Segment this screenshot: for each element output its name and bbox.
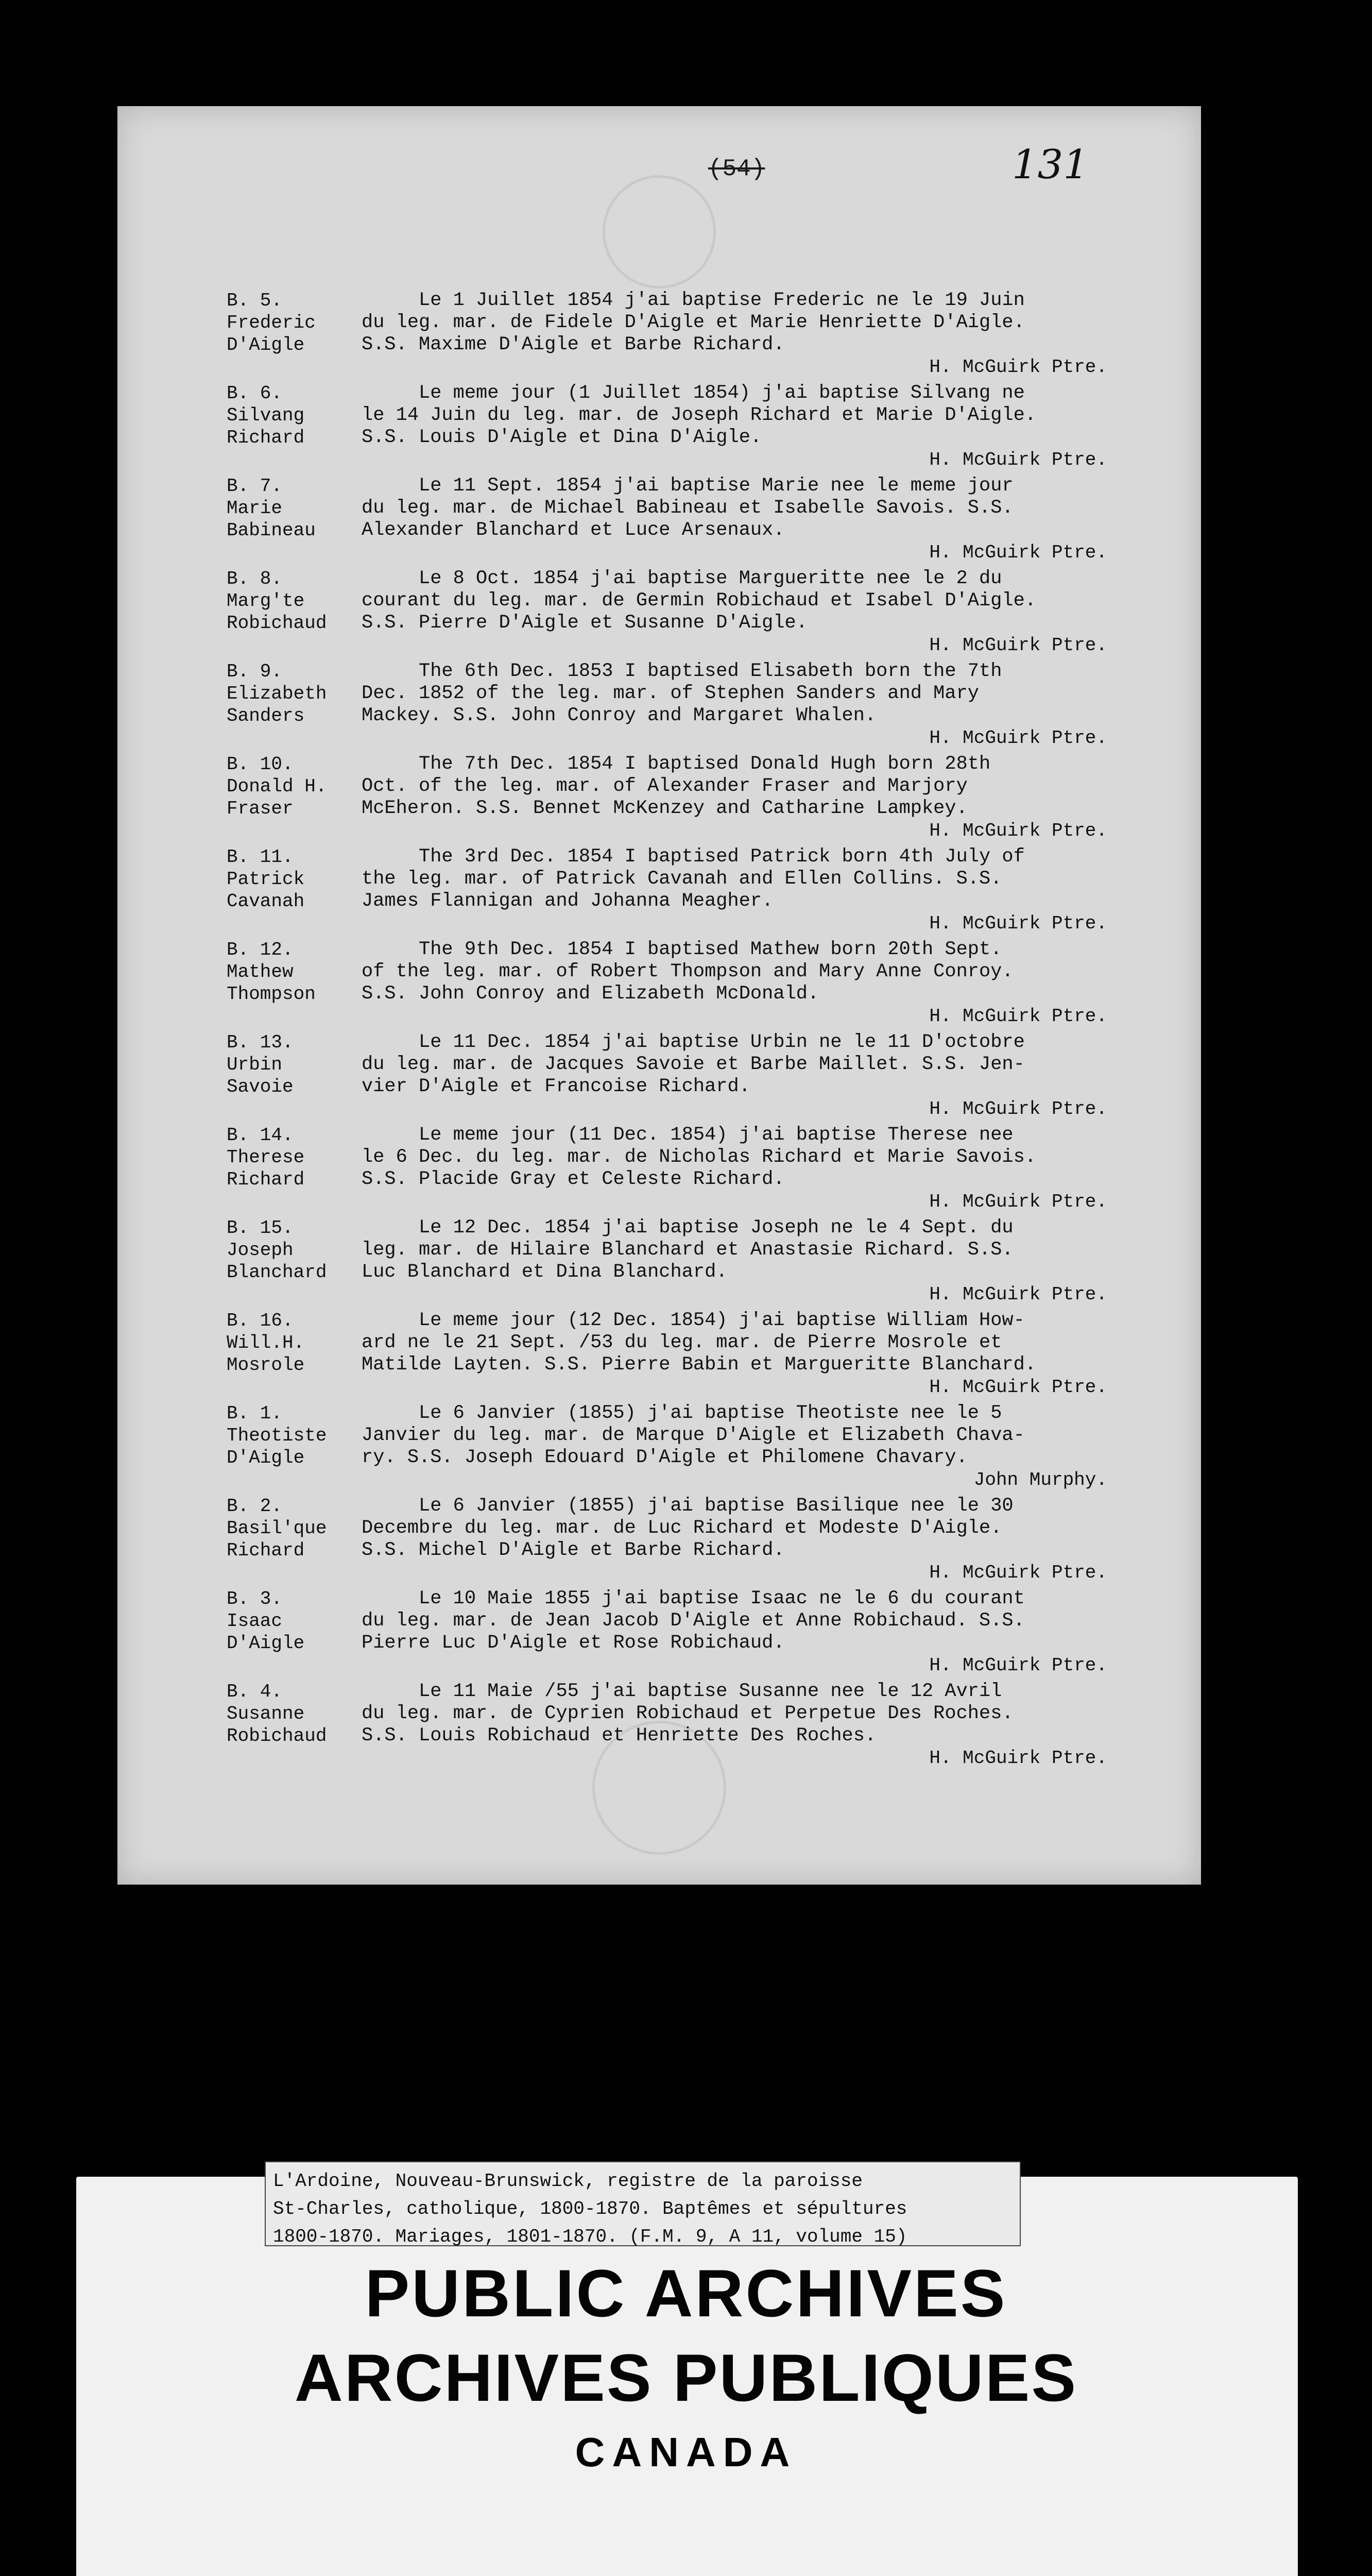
entry-text	[362, 1310, 1174, 1398]
priest-signature: H. McGuirk Ptre.	[929, 1748, 1107, 1769]
entry-line: du leg. mar. de Cyprien Robichaud et Perpetue Des Roches.	[362, 1703, 1014, 1724]
entry-line: Le 11 Sept. 1854 j'ai baptise Marie nee le meme jour	[362, 475, 1014, 497]
baptism-entry	[227, 846, 1174, 935]
folio-number: 131	[1012, 142, 1089, 188]
entry-margin-note: B. 14. Therese Richard	[227, 1125, 305, 1190]
priest-signature: H. McGuirk Ptre.	[929, 357, 1107, 378]
entry-line: S.S. Louis D'Aigle et Dina D'Aigle.	[362, 427, 762, 448]
entry-line: Le 1 Juillet 1854 j'ai baptise Frederic ne le 19 Juin	[362, 290, 1025, 311]
reference-line: L'Ardoine, Nouveau-Brunswick, registre de la paroisse	[273, 2171, 863, 2192]
entry-margin-note: B. 15. Joseph Blanchard	[227, 1217, 327, 1283]
baptism-entry	[227, 939, 1174, 1027]
entry-line: Alexander Blanchard et Luce Arsenaux.	[362, 519, 785, 541]
entry-line: Matilde Layten. S.S. Pierre Babin et Margueritte Blanchard.	[362, 1354, 1037, 1376]
entry-line: ry. S.S. Joseph Edouard D'Aigle et Philomene Chavary.	[362, 1447, 968, 1468]
entry-margin-note: B. 1. Theotiste D'Aigle	[227, 1403, 327, 1468]
priest-signature: H. McGuirk Ptre.	[929, 1006, 1107, 1027]
entry-line: Le meme jour (12 Dec. 1854) j'ai baptise William How-	[362, 1310, 1025, 1331]
entry-line: S.S. Michel D'Aigle et Barbe Richard.	[362, 1539, 785, 1561]
baptism-entry	[227, 1681, 1174, 1769]
entry-margin-note: B. 10. Donald H. Fraser	[227, 754, 327, 819]
entry-text	[362, 1588, 1174, 1676]
entry-margin-note: B. 8. Marg'te Robichaud	[227, 568, 327, 634]
entry-margin-note: B. 9. Elizabeth Sanders	[227, 661, 327, 726]
priest-signature: H. McGuirk Ptre.	[929, 542, 1107, 563]
entry-line: S.S. Placide Gray et Celeste Richard.	[362, 1168, 785, 1190]
entry-margin-note: B. 6. Silvang Richard	[227, 383, 305, 448]
priest-signature: H. McGuirk Ptre.	[929, 1562, 1107, 1583]
baptism-entry	[227, 1031, 1174, 1120]
entry-text	[362, 382, 1174, 471]
baptism-entry	[227, 1124, 1174, 1213]
entry-line: The 9th Dec. 1854 I baptised Mathew born 20th Sept.	[362, 939, 1002, 960]
entry-line: Le meme jour (1 Juillet 1854) j'ai baptise Silvang ne	[362, 382, 1025, 404]
entry-margin-note: B. 16. Will.H. Mosrole	[227, 1310, 305, 1376]
entry-line: Le 6 Janvier (1855) j'ai baptise Basilique nee le 30	[362, 1495, 1014, 1517]
entry-text	[362, 939, 1174, 1027]
entry-line: Pierre Luc D'Aigle et Rose Robichaud.	[362, 1632, 785, 1654]
baptism-entry	[227, 382, 1174, 471]
baptism-entry	[227, 753, 1174, 842]
entry-margin-note: B. 11. Patrick Cavanah	[227, 846, 305, 912]
entry-line: Oct. of the leg. mar. of Alexander Fraser and Marjory	[362, 775, 968, 797]
entry-margin-note: B. 13. Urbin Savoie	[227, 1032, 294, 1097]
entry-line: Le meme jour (11 Dec. 1854) j'ai baptise Therese nee	[362, 1124, 1014, 1146]
priest-signature: H. McGuirk Ptre.	[929, 635, 1107, 656]
canada-title: CANADA	[575, 2429, 797, 2475]
entry-line: vier D'Aigle et Francoise Richard.	[362, 1076, 750, 1097]
entry-line: S.S. Louis Robichaud et Henriette Des Roches.	[362, 1725, 877, 1747]
baptism-entry	[227, 1495, 1174, 1584]
entry-text	[362, 290, 1174, 378]
entry-line: McEheron. S.S. Bennet McKenzey and Catharine Lampkey.	[362, 798, 968, 819]
baptism-entry	[227, 1402, 1174, 1491]
entry-line: du leg. mar. de Jean Jacob D'Aigle et Anne Robichaud. S.S.	[362, 1610, 1025, 1632]
baptism-entry	[227, 475, 1174, 564]
entry-line: Le 11 Dec. 1854 j'ai baptise Urbin ne le 11 D'octobre	[362, 1031, 1025, 1053]
entry-text	[362, 846, 1174, 935]
entry-line: Le 10 Maie 1855 j'ai baptise Isaac ne le 6 du courant	[362, 1588, 1025, 1609]
entry-line: of the leg. mar. of Robert Thompson and Mary Anne Conroy.	[362, 961, 1014, 982]
priest-signature: H. McGuirk Ptre.	[929, 727, 1107, 749]
entry-line: du leg. mar. de Michael Babineau et Isabelle Savois. S.S.	[362, 497, 1014, 519]
entry-line: The 7th Dec. 1854 I baptised Donald Hugh born 28th	[362, 753, 991, 775]
entry-line: le 14 Juin du leg. mar. de Joseph Richard et Marie D'Aigle.	[362, 404, 1037, 426]
entry-text	[362, 1124, 1174, 1213]
entry-text	[362, 1217, 1174, 1306]
entry-line: Mackey. S.S. John Conroy and Margaret Whalen.	[362, 705, 877, 726]
entry-margin-note: B. 2. Basil'que Richard	[227, 1496, 327, 1561]
reference-line: 1800-1870. Mariages, 1801-1870. (F.M. 9, A 11, volume 15)	[273, 2226, 907, 2247]
entry-line: le 6 Dec. du leg. mar. de Nicholas Richard et Marie Savois.	[362, 1146, 1037, 1168]
entry-text	[362, 1031, 1174, 1120]
reference-line: St-Charles, catholique, 1800-1870. Baptêmes et sépultures	[273, 2198, 907, 2219]
entry-text	[362, 568, 1174, 656]
entry-line: Decembre du leg. mar. de Luc Richard et Modeste D'Aigle.	[362, 1517, 1002, 1539]
public-archives-title: PUBLIC ARCHIVES	[365, 2256, 1007, 2331]
entry-text	[362, 1681, 1174, 1769]
entry-line: S.S. Maxime D'Aigle et Barbe Richard.	[362, 334, 785, 355]
entry-margin-note: B. 3. Isaac D'Aigle	[227, 1588, 305, 1654]
baptism-entry	[227, 290, 1174, 378]
entry-text	[362, 1402, 1174, 1491]
baptism-entry	[227, 660, 1174, 749]
priest-signature: H. McGuirk Ptre.	[929, 1655, 1107, 1676]
entry-line: the leg. mar. of Patrick Cavanah and Ellen Collins. S.S.	[362, 868, 1002, 890]
entry-line: The 3rd Dec. 1854 I baptised Patrick born 4th July of	[362, 846, 1025, 868]
entry-margin-note: B. 7. Marie Babineau	[227, 476, 316, 541]
faded-stamp	[603, 175, 716, 289]
entry-line: Le 11 Maie /55 j'ai baptise Susanne nee le 12 Avril	[362, 1681, 1002, 1702]
entry-line: The 6th Dec. 1853 I baptised Elisabeth born the 7th	[362, 660, 1002, 682]
priest-signature: H. McGuirk Ptre.	[929, 1377, 1107, 1398]
priest-signature: H. McGuirk Ptre.	[929, 1191, 1107, 1212]
entry-line: Le 12 Dec. 1854 j'ai baptise Joseph ne le 4 Sept. du	[362, 1217, 1014, 1239]
entry-line: du leg. mar. de Jacques Savoie et Barbe Maillet. S.S. Jen-	[362, 1054, 1025, 1075]
baptism-entry	[227, 1588, 1174, 1676]
entry-line: Le 8 Oct. 1854 j'ai baptise Margueritte nee le 2 du	[362, 568, 1002, 589]
priest-signature: H. McGuirk Ptre.	[929, 1284, 1107, 1305]
priest-signature: H. McGuirk Ptre.	[929, 913, 1107, 934]
priest-signature: H. McGuirk Ptre.	[929, 449, 1107, 470]
entry-line: S.S. Pierre D'Aigle et Susanne D'Aigle.	[362, 612, 808, 634]
entry-line: S.S. John Conroy and Elizabeth McDonald.	[362, 983, 819, 1005]
archives-publiques-title: ARCHIVES PUBLIQUES	[294, 2340, 1078, 2415]
entry-text	[362, 660, 1174, 749]
entry-text	[362, 753, 1174, 842]
baptism-entry	[227, 1217, 1174, 1306]
baptism-entry	[227, 1310, 1174, 1398]
entry-line: Dec. 1852 of the leg. mar. of Stephen Sanders and Mary	[362, 683, 979, 704]
entry-line: Luc Blanchard et Dina Blanchard.	[362, 1261, 728, 1283]
entry-margin-note: B. 5. Frederic D'Aigle	[227, 290, 316, 355]
reference-strip	[265, 2161, 1021, 2246]
entry-margin-note: B. 4. Susanne Robichaud	[227, 1681, 327, 1747]
entry-margin-note: B. 12. Mathew Thompson	[227, 939, 316, 1005]
entry-line: courant du leg. mar. de Germin Robichaud et Isabel D'Aigle.	[362, 590, 1037, 612]
priest-signature: H. McGuirk Ptre.	[929, 820, 1107, 841]
baptism-entry	[227, 568, 1174, 656]
baptism-entries	[227, 290, 1174, 1773]
entry-text	[362, 1495, 1174, 1584]
entry-line: du leg. mar. de Fidele D'Aigle et Marie Henriette D'Aigle.	[362, 312, 1025, 333]
entry-line: James Flannigan and Johanna Meagher.	[362, 890, 774, 912]
priest-signature: John Murphy.	[973, 1469, 1107, 1490]
priest-signature: H. McGuirk Ptre.	[929, 1098, 1107, 1120]
entry-line: Le 6 Janvier (1855) j'ai baptise Theotiste nee le 5	[362, 1402, 1002, 1424]
struck-page-number: (54)	[708, 156, 765, 182]
entry-line: Janvier du leg. mar. de Marque D'Aigle et Elizabeth Chava-	[362, 1425, 1025, 1446]
entry-line: leg. mar. de Hilaire Blanchard et Anastasie Richard. S.S.	[362, 1239, 1014, 1261]
entry-text	[362, 475, 1174, 564]
entry-line: ard ne le 21 Sept. /53 du leg. mar. de Pierre Mosrole et	[362, 1332, 1002, 1353]
